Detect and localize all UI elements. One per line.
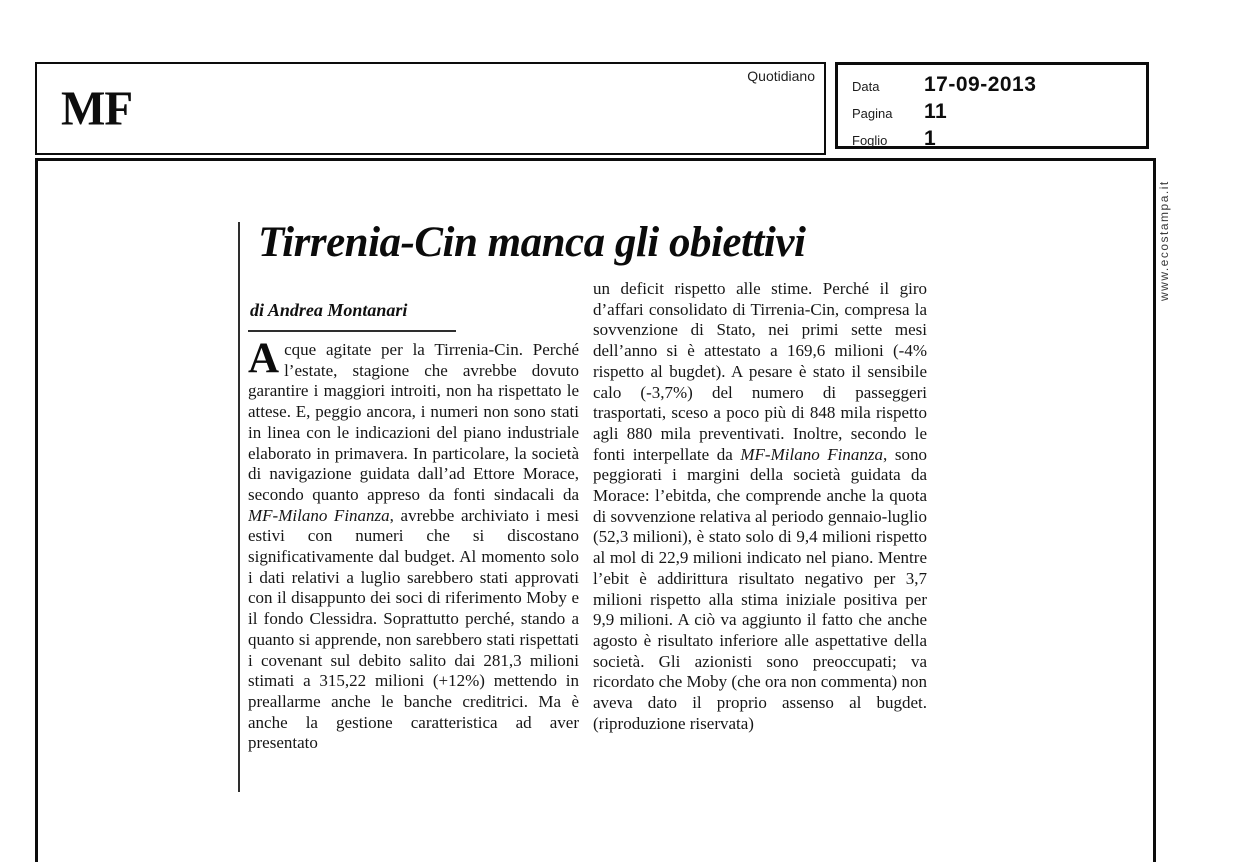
ecostampa-watermark: www.ecostampa.it	[1157, 180, 1171, 301]
meta-row-pagina	[852, 100, 1146, 127]
meta-row-data	[852, 73, 1146, 100]
article-column-left	[248, 340, 579, 796]
meta-value-pagina: 11	[924, 100, 948, 123]
article-byline: di Andrea Montanari	[250, 300, 408, 320]
article-text-right: un deficit rispetto alle stime. Perché il giro d’affari consolidato di Tirrenia-Cin, compresa la sovvenzione di Stato, nei primi sette mesi dell’anno si è attestato a 169,6 milioni (-4% rispetto al bugdet). A pesare è stato il sensibile calo (-3,7%) del numero di passeggeri trasportati, sceso a poco più di 848 mila rispetto agli 880 mila preventivati. Inoltre, secondo le fonti interpellate da MF-Milano Finanza, sono peggiorati i margini della società guidata da Morace: l’ebitda, che comprende anche la quota di sovvenzione relativa al periodo gennaio-luglio (52,3 milioni), è stato solo di 9,4 milioni rispetto al mol di 22,9 milioni indicato nel piano. Mentre l’ebit è addirittura risultato negativo per 3,7 milioni rispetto alla stima iniziale positiva per 9,9 milioni. A ciò va aggiunto il fatto che anche agosto è risultato inferiore alle aspettative della società. Gli azionisti sono preoccupati; va ricordato che Moby (che ora non commenta) non aveva dato il proprio assenso al bugdet. (riproduzione riservata)	[593, 279, 927, 733]
drop-cap: A	[248, 340, 280, 382]
meta-label-foglio: Foglio	[852, 133, 888, 148]
publication-type-label: Quotidiano	[747, 68, 815, 84]
meta-row-foglio	[852, 127, 1146, 154]
masthead-box	[35, 62, 826, 155]
article-column-right	[593, 279, 927, 804]
meta-label-data: Data	[852, 79, 880, 94]
article-text-left: cque agitate per la Tirrenia-Cin. Perché l’estate, stagione che avrebbe dovuto garantire i maggiori introiti, non ha rispettato le attese. E, peggio ancora, i numeri non sono stati in linea con le indicazioni del piano industriale elaborato in primavera. In particolare, la società di navigazione guidata dall’ad Ettore Morace, secondo quanto appreso da fonti sindacali da MF-Milano Finanza, avrebbe archiviato i mesi estivi con numeri che si discostano significativamente dal budget. Al momento solo i dati relativi a luglio sarebbero stati approvati con il disappunto dei soci di riferimento Moby e il fondo Clessidra. Soprattutto perché, stando a quanto si apprende, non sarebbero stati rispettati i covenant sul debito salito dai 281,3 milioni stimati a 315,22 milioni (+12%) mettendo in preallarme anche le banche creditrici. Ma è anche la gestione caratteristica ad aver presentato	[248, 340, 579, 753]
column-rule	[238, 222, 240, 792]
meta-label-pagina: Pagina	[852, 106, 893, 121]
mf-logo: MF	[61, 81, 133, 137]
article-headline: Tirrenia-Cin manca gli obiettivi	[258, 219, 806, 266]
byline-rule	[248, 330, 456, 332]
meta-value-foglio: 1	[924, 127, 937, 150]
meta-value-data: 17-09-2013	[924, 73, 1037, 96]
clipping-meta-box	[835, 62, 1149, 149]
